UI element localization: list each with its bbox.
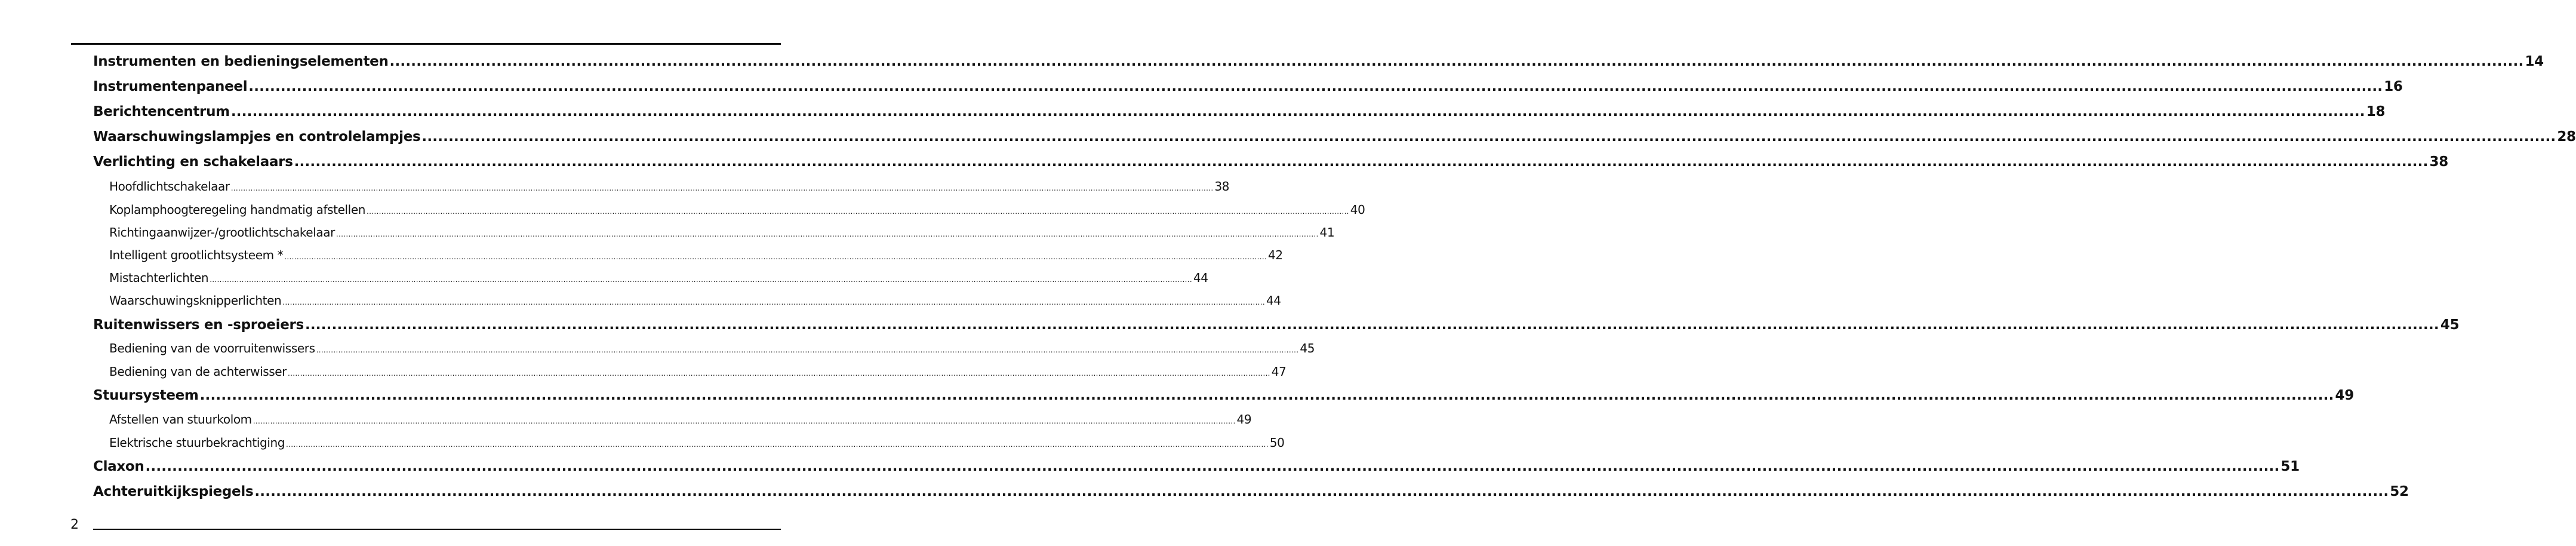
dot-leader: ................................................................................................................................................................................................................................................................................................................................................................................................................ — [421, 129, 2556, 145]
toc-entry-page: 38 — [1214, 179, 1230, 194]
dot-leader: ................................................................................................................................................................................................................................................................................................................................................................................................................ — [286, 440, 1269, 449]
toc-entry-page: 47 — [1271, 364, 1287, 379]
toc-subentry[interactable] — [109, 412, 1252, 427]
toc-entry-page: 44 — [1193, 271, 1208, 285]
toc-subentry[interactable] — [109, 341, 1315, 355]
toc-entry[interactable] — [93, 129, 2576, 145]
toc-entry-title: Richtingaanwijzer-/grootlichtschakelaar — [109, 225, 335, 240]
toc-entry-title: Stuursysteem — [93, 388, 199, 403]
dot-leader: ................................................................................................................................................................................................................................................................................................................................................................................................................ — [254, 484, 2389, 499]
toc-entry-title: Berichtencentrum — [93, 104, 230, 119]
dot-leader: ................................................................................................................................................................................................................................................................................................................................................................................................................ — [145, 459, 2280, 474]
dot-leader: ................................................................................................................................................................................................................................................................................................................................................................................................................ — [199, 388, 2334, 403]
toc-entry-title: Bediening van de voorruitenwissers — [109, 341, 315, 355]
dot-leader: ................................................................................................................................................................................................................................................................................................................................................................................................................ — [284, 253, 1267, 261]
dot-leader: ................................................................................................................................................................................................................................................................................................................................................................................................................ — [253, 417, 1236, 425]
page-number: 2 — [70, 517, 79, 532]
toc-entry-title: Hoofdlichtschakelaar — [109, 179, 230, 194]
toc-entry-title: Mistachterlichten — [109, 271, 209, 285]
dot-leader: ................................................................................................................................................................................................................................................................................................................................................................................................................ — [210, 275, 1192, 284]
toc-entry-title: Waarschuwingsknipperlichten — [109, 293, 282, 308]
toc-entry-title: Claxon — [93, 459, 144, 474]
toc-subentry[interactable] — [109, 364, 1287, 379]
toc-entry-page: 49 — [2335, 388, 2354, 403]
toc-entry-page: 44 — [1266, 293, 1281, 308]
toc-entry-title: Waarschuwingslampjes en controlelampjes — [93, 129, 421, 145]
toc-entry[interactable] — [93, 104, 2386, 119]
toc-entry-title: Bediening van de achterwisser — [109, 364, 287, 379]
dot-leader: ................................................................................................................................................................................................................................................................................................................................................................................................................ — [288, 369, 1270, 378]
toc-entry[interactable] — [93, 459, 2300, 474]
toc-subentry[interactable] — [109, 271, 1208, 285]
toc-entry[interactable] — [93, 54, 2544, 69]
dot-leader: ................................................................................................................................................................................................................................................................................................................................................................................................................ — [230, 104, 2365, 119]
toc-entry-page: 49 — [1236, 412, 1252, 427]
toc-entry[interactable] — [93, 317, 2460, 333]
toc-subentry[interactable] — [109, 248, 1283, 262]
toc-entry-title: Instrumentenpaneel — [93, 79, 248, 94]
bottom-rule — [93, 529, 781, 530]
toc-entry-page: 52 — [2390, 484, 2409, 499]
toc-entry-page: 50 — [1269, 435, 1285, 450]
toc-subentry[interactable] — [109, 435, 1285, 450]
toc-entry-title: Instrumenten en bedieningselementen — [93, 54, 389, 69]
toc-entry-page: 38 — [2429, 154, 2448, 170]
toc-entry-title: Koplamphoogteregeling handmatig afstellen — [109, 203, 366, 217]
toc-entry-page: 41 — [1319, 225, 1335, 240]
toc-entry[interactable] — [93, 484, 2409, 499]
toc-entry-page: 45 — [1300, 341, 1315, 355]
dot-leader: ................................................................................................................................................................................................................................................................................................................................................................................................................ — [389, 54, 2524, 69]
toc-entry-page: 18 — [2366, 104, 2386, 119]
toc-entry[interactable] — [93, 154, 2448, 170]
dot-leader: ................................................................................................................................................................................................................................................................................................................................................................................................................ — [367, 207, 1349, 216]
toc-entry-title: Achteruitkijkspiegels — [93, 484, 254, 499]
dot-leader: ................................................................................................................................................................................................................................................................................................................................................................................................................ — [282, 298, 1266, 306]
toc-entry-page: 51 — [2280, 459, 2300, 474]
dot-leader: ................................................................................................................................................................................................................................................................................................................................................................................................................ — [230, 184, 1214, 192]
toc-entry-title: Elektrische stuurbekrachtiging — [109, 435, 285, 450]
toc-entry-page: 16 — [2384, 79, 2403, 94]
toc-entry[interactable] — [93, 79, 2403, 94]
toc-entry[interactable] — [93, 388, 2354, 403]
toc-entry-page: 14 — [2525, 54, 2544, 69]
toc-entry-page: 40 — [1350, 203, 1365, 217]
toc-subentry[interactable] — [109, 203, 1365, 217]
toc-entry-page: 28 — [2557, 129, 2576, 145]
toc-entry-page: 42 — [1268, 248, 1283, 262]
toc-subentry[interactable] — [109, 293, 1281, 308]
toc-entry-title: Ruitenwissers en -sproeiers — [93, 317, 304, 333]
toc-subentry[interactable] — [109, 225, 1335, 240]
dot-leader: ................................................................................................................................................................................................................................................................................................................................................................................................................ — [316, 346, 1299, 354]
toc-entry-page: 45 — [2440, 317, 2460, 333]
dot-leader: ................................................................................................................................................................................................................................................................................................................................................................................................................ — [336, 230, 1319, 238]
toc-entry-title: Verlichting en schakelaars — [93, 154, 293, 170]
toc-entry-title: Afstellen van stuurkolom — [109, 412, 252, 427]
toc-entry-title: Intelligent grootlichtsysteem * — [109, 248, 284, 262]
dot-leader: ................................................................................................................................................................................................................................................................................................................................................................................................................ — [248, 79, 2383, 94]
toc-subentry[interactable] — [109, 179, 1230, 194]
dot-leader: ................................................................................................................................................................................................................................................................................................................................................................................................................ — [304, 317, 2439, 333]
dot-leader: ................................................................................................................................................................................................................................................................................................................................................................................................................ — [294, 154, 2429, 170]
